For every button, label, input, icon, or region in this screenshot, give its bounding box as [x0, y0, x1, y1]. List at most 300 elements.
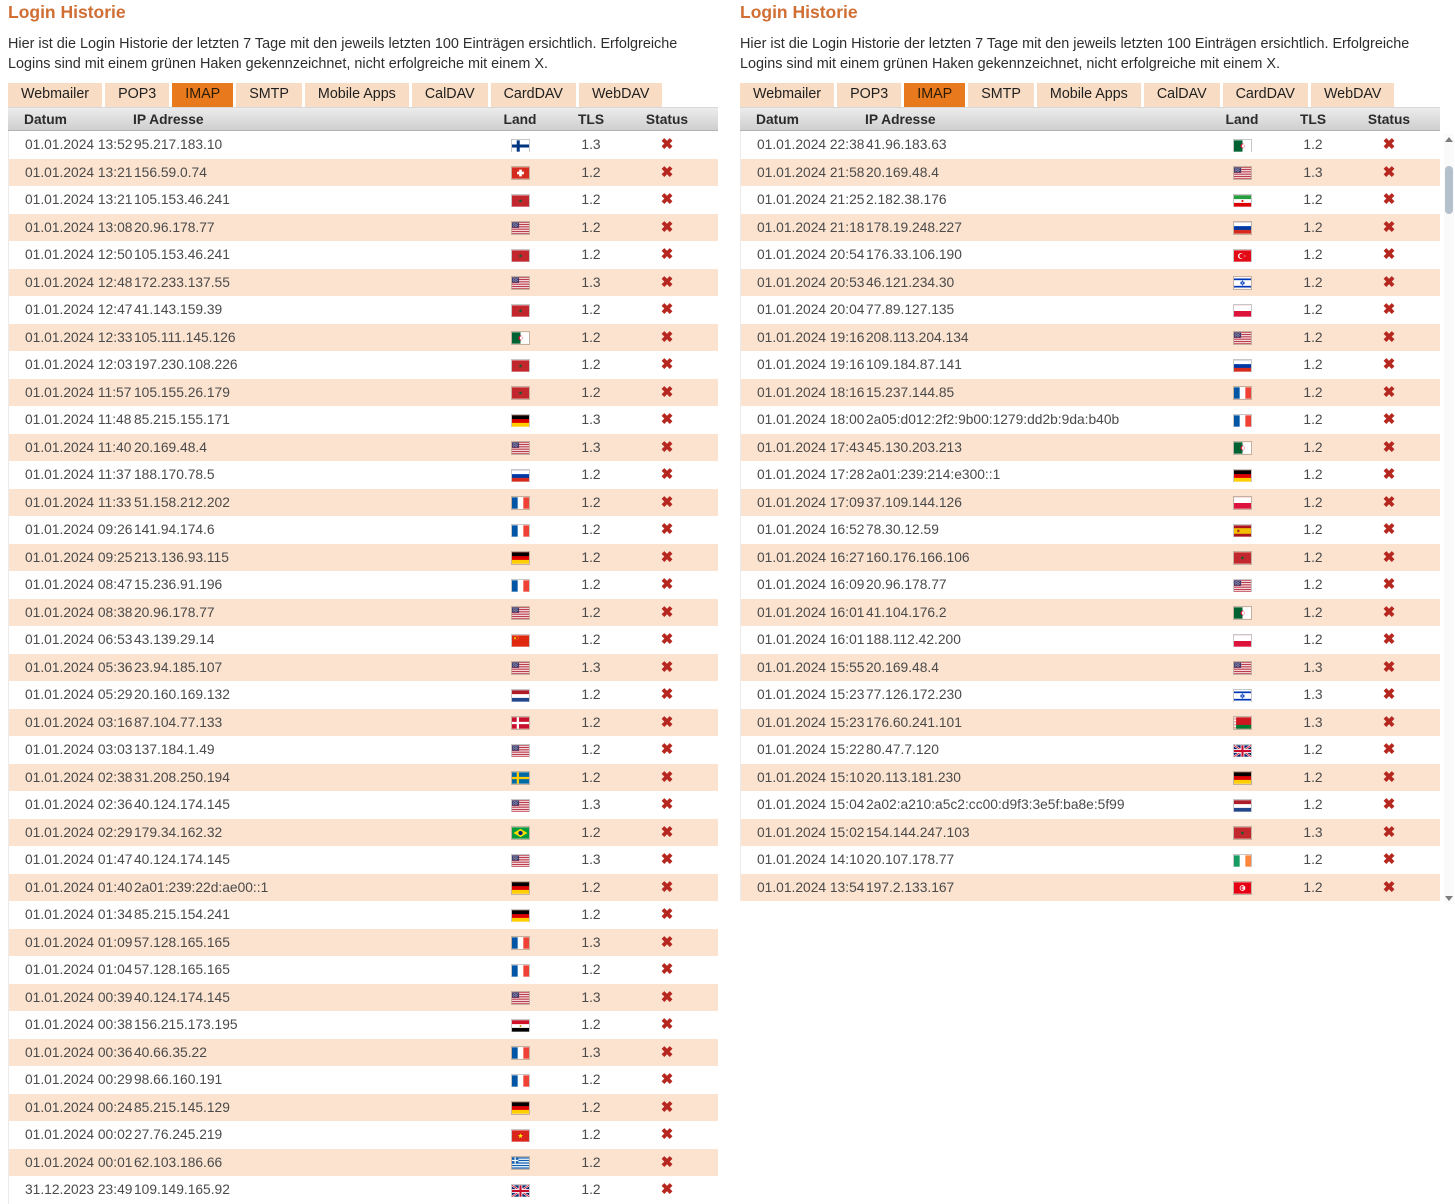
status-fail-icon: ✖ [660, 632, 674, 648]
row-status [630, 687, 704, 702]
flag-icon-us [512, 277, 529, 289]
status-fail-icon: ✖ [660, 769, 674, 785]
row-land [1210, 357, 1274, 372]
row-status [630, 220, 704, 235]
flag-icon-us [1234, 580, 1251, 592]
row-datum: 01.01.2024 03:03 [25, 742, 133, 758]
row-tls: 1.2 [581, 329, 601, 345]
row-tls: 1.2 [581, 494, 601, 510]
table-row [741, 461, 1440, 489]
row-status [1352, 880, 1426, 895]
table-row [741, 764, 1440, 792]
row-tls: 1.3 [581, 137, 601, 153]
row-land [1210, 412, 1274, 427]
row-status [630, 577, 704, 592]
status-fail-icon: ✖ [660, 302, 674, 318]
flag-icon-ru [512, 470, 529, 482]
row-land [1210, 825, 1274, 840]
row-land [488, 1100, 552, 1115]
row-status [630, 1072, 704, 1087]
row-status [1352, 522, 1426, 537]
row-datum: 01.01.2024 00:38 [25, 1017, 133, 1033]
status-fail-icon: ✖ [1382, 164, 1396, 180]
flag-icon-dz [1234, 140, 1251, 152]
row-tls: 1.3 [581, 412, 601, 428]
row-status [630, 522, 704, 537]
table-row [741, 324, 1440, 352]
table-row [741, 296, 1440, 324]
row-tls: 1.2 [1303, 549, 1323, 565]
row-tls: 1.2 [581, 302, 601, 318]
row-tls: 1.2 [1303, 742, 1323, 758]
row-tls: 1.2 [1303, 357, 1323, 373]
table-row [9, 406, 718, 434]
row-tls: 1.2 [1303, 412, 1323, 428]
table-row [9, 131, 718, 159]
status-fail-icon: ✖ [1382, 329, 1396, 345]
table-row [9, 461, 718, 489]
row-status [630, 742, 704, 757]
tab-webmailer[interactable]: Webmailer [8, 83, 102, 107]
flag-icon-pl [1234, 305, 1251, 317]
row-datum: 01.01.2024 15:23 [757, 714, 865, 730]
row-tls: 1.3 [581, 659, 601, 675]
row-status [630, 357, 704, 372]
row-tls: 1.2 [581, 357, 601, 373]
table-row [741, 654, 1440, 682]
status-fail-icon: ✖ [660, 1154, 674, 1170]
row-land [1210, 522, 1274, 537]
status-fail-icon: ✖ [1382, 219, 1396, 235]
flag-icon-gr [512, 1157, 529, 1169]
row-datum: 01.01.2024 06:53 [25, 632, 133, 648]
row-status [630, 192, 704, 207]
row-datum: 01.01.2024 02:29 [25, 824, 133, 840]
flag-icon-dz [1234, 442, 1251, 454]
column-header-tls: TLS [1299, 111, 1327, 127]
flag-icon-us [512, 745, 529, 757]
row-tls: 1.2 [581, 192, 601, 208]
row-tls: 1.2 [581, 769, 601, 785]
row-ip: 77.126.172.230 [866, 687, 962, 703]
row-status [630, 1155, 704, 1170]
tab-caldav[interactable]: CalDAV [412, 83, 488, 107]
row-status [1352, 550, 1426, 565]
row-land [488, 770, 552, 785]
row-land [1210, 687, 1274, 702]
row-status [630, 467, 704, 482]
table-row [9, 489, 718, 517]
tab-smtp[interactable]: SMTP [968, 83, 1034, 107]
row-status [630, 632, 704, 647]
row-ip: 2a01:239:22d:ae00::1 [134, 879, 269, 895]
table-row [9, 1094, 718, 1122]
column-header-status: Status [1367, 111, 1411, 127]
tab-imap[interactable]: IMAP [172, 83, 233, 107]
tab-webmailer[interactable]: Webmailer [740, 83, 834, 107]
row-ip: 109.184.87.141 [866, 357, 962, 373]
row-datum: 01.01.2024 13:21 [25, 164, 133, 180]
row-tls: 1.3 [581, 852, 601, 868]
table-row [741, 434, 1440, 462]
row-datum: 01.01.2024 15:04 [757, 797, 865, 813]
row-datum: 01.01.2024 21:58 [757, 164, 865, 180]
row-status [630, 770, 704, 785]
row-ip: 109.149.165.92 [134, 1182, 230, 1198]
row-ip: 154.144.247.103 [866, 824, 970, 840]
row-land [488, 192, 552, 207]
row-status [1352, 825, 1426, 840]
row-datum: 01.01.2024 12:03 [25, 357, 133, 373]
row-datum: 01.01.2024 01:09 [25, 934, 133, 950]
row-datum: 01.01.2024 01:04 [25, 962, 133, 978]
row-ip: 160.176.166.106 [866, 549, 970, 565]
flag-icon-ma [512, 250, 529, 262]
flag-icon-se [512, 772, 529, 784]
flag-icon-fr [512, 965, 529, 977]
row-tls: 1.2 [581, 219, 601, 235]
flag-icon-pl [1234, 497, 1251, 509]
status-fail-icon: ✖ [1382, 577, 1396, 593]
row-ip: 41.96.183.63 [866, 137, 947, 153]
table-row [741, 819, 1440, 847]
tab-carddav[interactable]: CardDAV [1223, 83, 1308, 107]
row-tls: 1.2 [581, 1017, 601, 1033]
row-ip: 20.96.178.77 [134, 219, 215, 235]
row-tls: 1.3 [1303, 687, 1323, 703]
table-row [9, 1011, 718, 1039]
row-datum: 01.01.2024 12:47 [25, 302, 133, 318]
row-datum: 01.01.2024 02:38 [25, 769, 133, 785]
table-row [741, 379, 1440, 407]
column-header-ip-adresse: IP Adresse [133, 111, 204, 127]
status-fail-icon: ✖ [660, 412, 674, 428]
page-title: Login Historie [8, 2, 126, 22]
row-tls: 1.2 [581, 714, 601, 730]
row-status [630, 605, 704, 620]
row-datum: 01.01.2024 13:08 [25, 219, 133, 235]
row-land [488, 935, 552, 950]
row-ip: 95.217.183.10 [134, 137, 223, 153]
row-land [488, 220, 552, 235]
row-tls: 1.3 [1303, 714, 1323, 730]
page-description: Hier ist die Login Historie der letzten 7 Tage mit den jeweils letzten 100 Einträgen ersichtlich. Erfolgreiche Logins sind mit einem grünen Haken gekennzeichnet, nicht erfolgreiche mit einem X. [740, 36, 1410, 72]
table-row [9, 791, 718, 819]
row-tls: 1.2 [581, 247, 601, 263]
row-ip: 188.112.42.200 [866, 632, 961, 648]
flag-icon-tn [1234, 882, 1251, 894]
row-datum: 01.01.2024 16:27 [757, 549, 865, 565]
row-land [488, 797, 552, 812]
row-ip: 15.236.91.196 [134, 577, 223, 593]
row-ip: 2a02:a210:a5c2:cc00:d9f3:3e5f:ba8e:5f99 [866, 797, 1125, 813]
row-datum: 01.01.2024 00:39 [25, 989, 133, 1005]
row-ip: 176.33.106.190 [866, 247, 962, 263]
flag-icon-tr [1234, 250, 1251, 262]
flag-icon-ru [1234, 360, 1251, 372]
table-body [740, 131, 1440, 901]
table-row [9, 434, 718, 462]
tab-caldav[interactable]: CalDAV [1144, 83, 1220, 107]
row-land [1210, 660, 1274, 675]
row-land [488, 660, 552, 675]
status-fail-icon: ✖ [660, 1017, 674, 1033]
tab-pop3[interactable]: POP3 [837, 83, 901, 107]
status-fail-icon: ✖ [660, 192, 674, 208]
row-land [488, 137, 552, 152]
row-tls: 1.2 [1303, 467, 1323, 483]
row-land [488, 715, 552, 730]
table-row [741, 544, 1440, 572]
row-tls: 1.2 [1303, 302, 1323, 318]
column-header-status: Status [645, 111, 689, 127]
row-tls: 1.2 [1303, 137, 1323, 153]
row-land [488, 742, 552, 757]
column-header-tls: TLS [577, 111, 605, 127]
row-status [630, 275, 704, 290]
row-status [1352, 715, 1426, 730]
flag-icon-de [1234, 772, 1251, 784]
tab-smtp[interactable]: SMTP [236, 83, 302, 107]
row-land [1210, 632, 1274, 647]
flag-icon-ma [512, 360, 529, 372]
row-land [488, 1127, 552, 1142]
row-status [630, 550, 704, 565]
scroll-up-button[interactable] [1445, 137, 1453, 142]
table-row [9, 764, 718, 792]
row-land [488, 990, 552, 1005]
row-ip: 197.2.133.167 [866, 879, 955, 895]
row-datum: 01.01.2024 15:02 [757, 824, 865, 840]
row-land [488, 247, 552, 262]
status-fail-icon: ✖ [660, 934, 674, 950]
row-ip: 2.182.38.176 [866, 192, 947, 208]
row-tls: 1.2 [581, 879, 601, 895]
tab-pop3[interactable]: POP3 [105, 83, 169, 107]
row-tls: 1.2 [581, 824, 601, 840]
row-tls: 1.2 [1303, 852, 1323, 868]
row-land [488, 440, 552, 455]
status-fail-icon: ✖ [660, 852, 674, 868]
row-ip: 40.124.174.145 [134, 989, 230, 1005]
row-tls: 1.2 [581, 1127, 601, 1143]
row-status [630, 1045, 704, 1060]
status-fail-icon: ✖ [660, 522, 674, 538]
row-ip: 40.124.174.145 [134, 797, 230, 813]
flag-icon-dz [1234, 607, 1251, 619]
table-row [9, 736, 718, 764]
flag-icon-ch [512, 167, 529, 179]
flag-icon-de [512, 910, 529, 922]
tab-imap[interactable]: IMAP [904, 83, 965, 107]
row-tls: 1.2 [581, 1154, 601, 1170]
row-tls: 1.3 [1303, 659, 1323, 675]
row-land [1210, 577, 1274, 592]
row-land [488, 1072, 552, 1087]
status-fail-icon: ✖ [660, 1072, 674, 1088]
row-status [1352, 412, 1426, 427]
row-datum: 01.01.2024 11:48 [25, 412, 132, 428]
row-tls: 1.2 [1303, 274, 1323, 290]
flag-icon-us [1234, 662, 1251, 674]
row-ip: 178.19.248.227 [866, 219, 962, 235]
row-datum: 01.01.2024 22:38 [757, 137, 865, 153]
row-tls: 1.2 [581, 1182, 601, 1198]
row-tls: 1.2 [1303, 494, 1323, 510]
row-status [1352, 770, 1426, 785]
tab-carddav[interactable]: CardDAV [491, 83, 576, 107]
status-fail-icon: ✖ [660, 687, 674, 703]
row-status [1352, 495, 1426, 510]
status-fail-icon: ✖ [660, 137, 674, 153]
row-datum: 01.01.2024 20:54 [757, 247, 865, 263]
row-land [1210, 797, 1274, 812]
status-fail-icon: ✖ [1382, 714, 1396, 730]
status-fail-icon: ✖ [660, 219, 674, 235]
flag-icon-de [512, 552, 529, 564]
table-row [9, 186, 718, 214]
tab-mobile-apps[interactable]: Mobile Apps [305, 83, 409, 107]
row-status [630, 302, 704, 317]
row-datum: 01.01.2024 20:53 [757, 274, 865, 290]
row-status [630, 660, 704, 675]
row-land [1210, 467, 1274, 482]
row-land [488, 1045, 552, 1060]
row-land [1210, 770, 1274, 785]
flag-icon-gb [512, 1185, 529, 1197]
row-datum: 01.01.2024 00:01 [25, 1154, 133, 1170]
row-ip: 176.60.241.101 [866, 714, 962, 730]
flag-icon-de [512, 415, 529, 427]
flag-icon-nl [1234, 800, 1251, 812]
row-status [630, 907, 704, 922]
tab-webdav[interactable]: WebDAV [579, 83, 662, 107]
row-datum: 01.01.2024 16:01 [757, 632, 865, 648]
row-land [488, 412, 552, 427]
status-fail-icon: ✖ [660, 467, 674, 483]
status-fail-icon: ✖ [1382, 797, 1396, 813]
flag-icon-us [512, 222, 529, 234]
table-row [741, 131, 1440, 159]
status-fail-icon: ✖ [1382, 274, 1396, 290]
status-fail-icon: ✖ [660, 1099, 674, 1115]
row-datum: 01.01.2024 08:38 [25, 604, 133, 620]
row-tls: 1.2 [1303, 522, 1323, 538]
status-fail-icon: ✖ [660, 384, 674, 400]
row-datum: 01.01.2024 19:16 [757, 357, 865, 373]
row-land [1210, 715, 1274, 730]
status-fail-icon: ✖ [660, 714, 674, 730]
row-ip: 51.158.212.202 [134, 494, 230, 510]
page-description: Hier ist die Login Historie der letzten 7 Tage mit den jeweils letzten 100 Einträgen ersichtlich. Erfolgreiche Logins sind mit einem grünen Haken gekennzeichnet, nicht erfolgreiche mit einem X. [8, 36, 678, 72]
flag-icon-de [1234, 470, 1251, 482]
row-status [630, 990, 704, 1005]
row-ip: 62.103.186.66 [134, 1154, 223, 1170]
row-datum: 01.01.2024 09:25 [25, 549, 133, 565]
row-datum: 01.01.2024 16:01 [757, 604, 865, 620]
table-row [741, 214, 1440, 242]
flag-icon-us [512, 992, 529, 1004]
table-row [9, 956, 718, 984]
row-status [1352, 137, 1426, 152]
status-fail-icon: ✖ [660, 439, 674, 455]
login-history-table [740, 107, 1440, 901]
row-status [630, 825, 704, 840]
vertical-scrollbar[interactable] [1444, 134, 1454, 904]
row-tls: 1.2 [581, 962, 601, 978]
row-land [488, 605, 552, 620]
scrollbar-thumb[interactable] [1445, 166, 1453, 214]
row-datum: 01.01.2024 12:33 [25, 329, 133, 345]
status-fail-icon: ✖ [1382, 522, 1396, 538]
row-datum: 01.01.2024 15:55 [757, 659, 865, 675]
table-row [9, 709, 718, 737]
status-fail-icon: ✖ [660, 274, 674, 290]
table-row [741, 599, 1440, 627]
row-land [1210, 852, 1274, 867]
table-row [741, 186, 1440, 214]
row-ip: 37.109.144.126 [866, 494, 962, 510]
login-history-panel-left [8, 2, 718, 1204]
table-row [9, 846, 718, 874]
row-land [488, 165, 552, 180]
row-ip: 43.139.29.14 [134, 632, 215, 648]
row-ip: 20.96.178.77 [866, 577, 947, 593]
row-datum: 01.01.2024 17:43 [757, 439, 865, 455]
table-row [741, 626, 1440, 654]
flag-icon-ru [1234, 222, 1251, 234]
row-land [488, 1182, 552, 1197]
row-status [630, 495, 704, 510]
row-tls: 1.2 [581, 604, 601, 620]
row-status [630, 1127, 704, 1142]
tab-webdav[interactable]: WebDAV [1311, 83, 1394, 107]
row-land [1210, 192, 1274, 207]
row-datum: 01.01.2024 17:28 [757, 467, 865, 483]
row-status [1352, 632, 1426, 647]
row-ip: 15.237.144.85 [866, 384, 955, 400]
row-tls: 1.2 [1303, 439, 1323, 455]
table-row [9, 351, 718, 379]
scroll-down-button[interactable] [1445, 896, 1453, 901]
row-datum: 01.01.2024 19:16 [757, 329, 865, 345]
row-ip: 57.128.165.165 [134, 934, 230, 950]
row-ip: 2a01:239:214:e300::1 [866, 467, 1001, 483]
flag-icon-fr [512, 497, 529, 509]
row-land [488, 687, 552, 702]
status-fail-icon: ✖ [1382, 604, 1396, 620]
table-row [741, 159, 1440, 187]
login-history-panel-right [740, 2, 1440, 901]
flag-icon-gb [1234, 745, 1251, 757]
row-status [630, 330, 704, 345]
column-header-datum: Datum [24, 111, 67, 127]
status-fail-icon: ✖ [660, 1044, 674, 1060]
row-land [488, 495, 552, 510]
row-ip: 40.66.35.22 [134, 1044, 207, 1060]
table-row [9, 599, 718, 627]
row-land [488, 1155, 552, 1170]
status-fail-icon: ✖ [1382, 852, 1396, 868]
flag-icon-ma [512, 387, 529, 399]
table-row [9, 544, 718, 572]
tab-mobile-apps[interactable]: Mobile Apps [1037, 83, 1141, 107]
row-tls: 1.2 [1303, 577, 1323, 593]
row-land [1210, 385, 1274, 400]
status-fail-icon: ✖ [660, 604, 674, 620]
row-ip: 45.130.203.213 [866, 439, 962, 455]
row-tls: 1.2 [1303, 192, 1323, 208]
